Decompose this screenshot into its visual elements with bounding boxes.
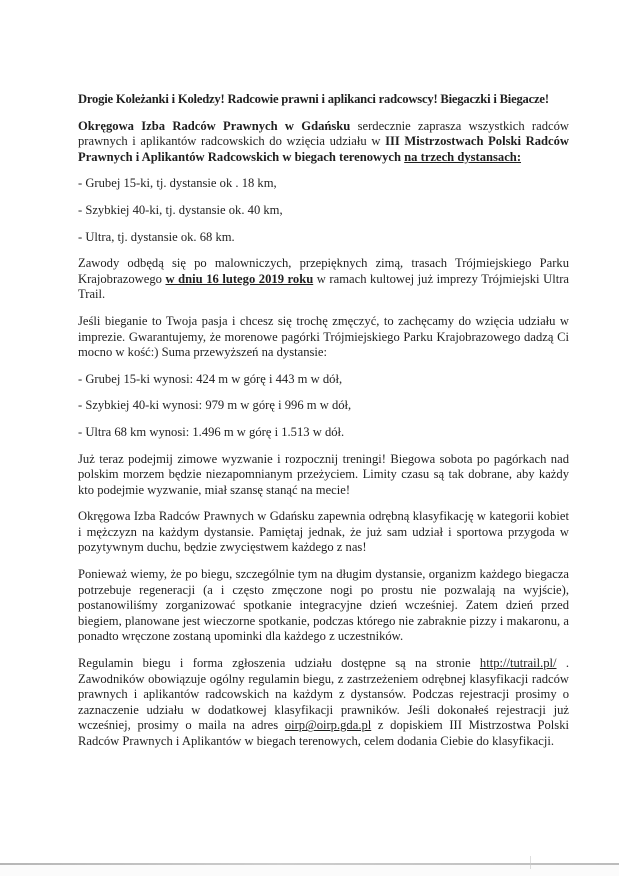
text-run: - Ultra, tj. dystansie ok. 68 km. xyxy=(78,229,235,244)
text-run: Ponieważ wiemy, że po biegu, szczególnie tym na długim dystansie, organizm każdego biegacza potrzebuje regeneracji (a i często zmęczone nogi po prostu nie pozwalają na wyjście), postanowiliśmy zorganizować spotkanie integracyjne dzień wcześniej. Zatem dzień przed biegiem, planowane jest wieczorne spotkanie, podczas którego nie zabraknie pizzy i makaronu, a ponadto wręczone zostaną upominki dla każdego z uczestników. xyxy=(78,567,569,644)
text-run: - Szybkiej 40-ki wynosi: 979 m w górę i 996 m w dół, xyxy=(78,398,352,413)
text-run: - Ultra 68 km wynosi: 1.496 m w górę i 1.513 w dół. xyxy=(78,424,345,439)
paragraph-passion xyxy=(78,314,569,361)
text-run: - Grubej 15-ki wynosi: 424 m w górę i 443 m w dół, xyxy=(78,371,343,386)
text-run: Drogie Koleżanki i Koledzy! Radcowie prawni i aplikanci radcowscy! Biegaczki i Biegacze! xyxy=(78,92,549,106)
text-run: w dniu 16 lutego 2019 roku xyxy=(165,271,314,286)
scan-edge-artifact xyxy=(0,863,619,865)
text-run: z dopiskiem III Mistrzostwa Polski Radców Prawnych i Aplikantów w biegach terenowych, celem dodania Ciebie do klasyfikacji. xyxy=(78,718,569,748)
scan-tick-artifact xyxy=(530,856,531,869)
text-run: Okręgowa Izba Radców Prawnych w Gdańsku xyxy=(78,118,351,133)
document-body xyxy=(78,92,569,761)
text-run: - Szybkiej 40-ki, tj. dystansie ok. 40 km, xyxy=(78,202,283,217)
text-run: Okręgowa Izba Radców Prawnych w Gdańsku zapewnia odrębną klasyfikację w kategorii kobiet i mężczyzn na każdym dystansie. Pamiętaj jednak, że już sam udział i sportowa przygoda w pozytywnym duchu, będzie zwycięstwem każdego z nas! xyxy=(78,509,569,555)
text-run: Jeśli bieganie to Twoja pasja i chcesz się trochę zmęczyć, to zachęcamy do wzięcia udziału w imprezie. Gwarantujemy, że morenowe pagórki Trójmiejskiego Parku Krajobrazowego dadzą Ci mocno w kość:) Suma przewyższeń na dystansie: xyxy=(78,313,569,360)
paragraph-event-date xyxy=(78,256,569,303)
paragraph-elevation-grubej xyxy=(78,372,569,388)
tutrail-url-link[interactable]: http://tutrail.pl/ xyxy=(479,656,557,671)
paragraph-salutation xyxy=(78,92,569,108)
paragraph-integration xyxy=(78,567,569,645)
text-run: Już teraz podejmij zimowe wyzwanie i rozpocznij treningi! Biegowa sobota po pagórkach nad polskim morzem będzie niezapomnianym przeżyciem. Limity czasu są tak dobrane, aby każdy kto podejmie wyzwanie, miał szansę stanąć na mecie! xyxy=(78,451,569,497)
oirp-email-link[interactable]: oirp@oirp.gda.pl xyxy=(284,718,372,733)
text-run: III Mistrzostwach Polski Radców Prawnych i Aplikantów Radcowskich w biegach terenowych xyxy=(78,134,569,164)
scan-bottom-strip xyxy=(0,865,619,876)
text-run: . Zawodników obowiązuje ogólny regulamin biegu, z zastrzeżeniem odrębnej klasyfikacji radców prawnych i aplikantów radcowskich na każdym z dystansów. Podczas rejestracji prosimy o zaznaczenie udziału w dodatkowej klasyfikacji prawników. Jeśli dokonałeś rejestracji już wcześniej, prosimy o maila na adres xyxy=(78,656,570,733)
paragraph-distance-grubej xyxy=(78,176,569,192)
paragraph-elevation-ultra xyxy=(78,425,569,441)
paragraph-intro xyxy=(78,119,569,166)
text-run: w ramach kultowej już imprezy Trójmiejski Ultra Trail. xyxy=(78,271,569,302)
text-run: serdecznie zaprasza wszystkich radców prawnych i aplikantów radcowskich do wzięcia udziału w xyxy=(78,118,569,149)
paragraph-registration xyxy=(78,656,569,750)
paragraph-classification xyxy=(78,509,569,556)
text-run: na trzech dystansach: xyxy=(404,149,522,164)
paragraph-challenge xyxy=(78,452,569,499)
text-run: Regulamin biegu i forma zgłoszenia udziału dostępne są na stronie xyxy=(78,656,480,671)
text-run: Zawody odbędą się po malowniczych, przepięknych zimą, trasach Trójmiejskiego Parku Krajobrazowego xyxy=(78,256,569,286)
paragraph-distance-ultra xyxy=(78,230,569,246)
text-run: - Grubej 15-ki, tj. dystansie ok . 18 km, xyxy=(78,176,277,191)
paragraph-distance-szybkiej xyxy=(78,203,569,219)
paragraph-elevation-szybkiej xyxy=(78,398,569,414)
